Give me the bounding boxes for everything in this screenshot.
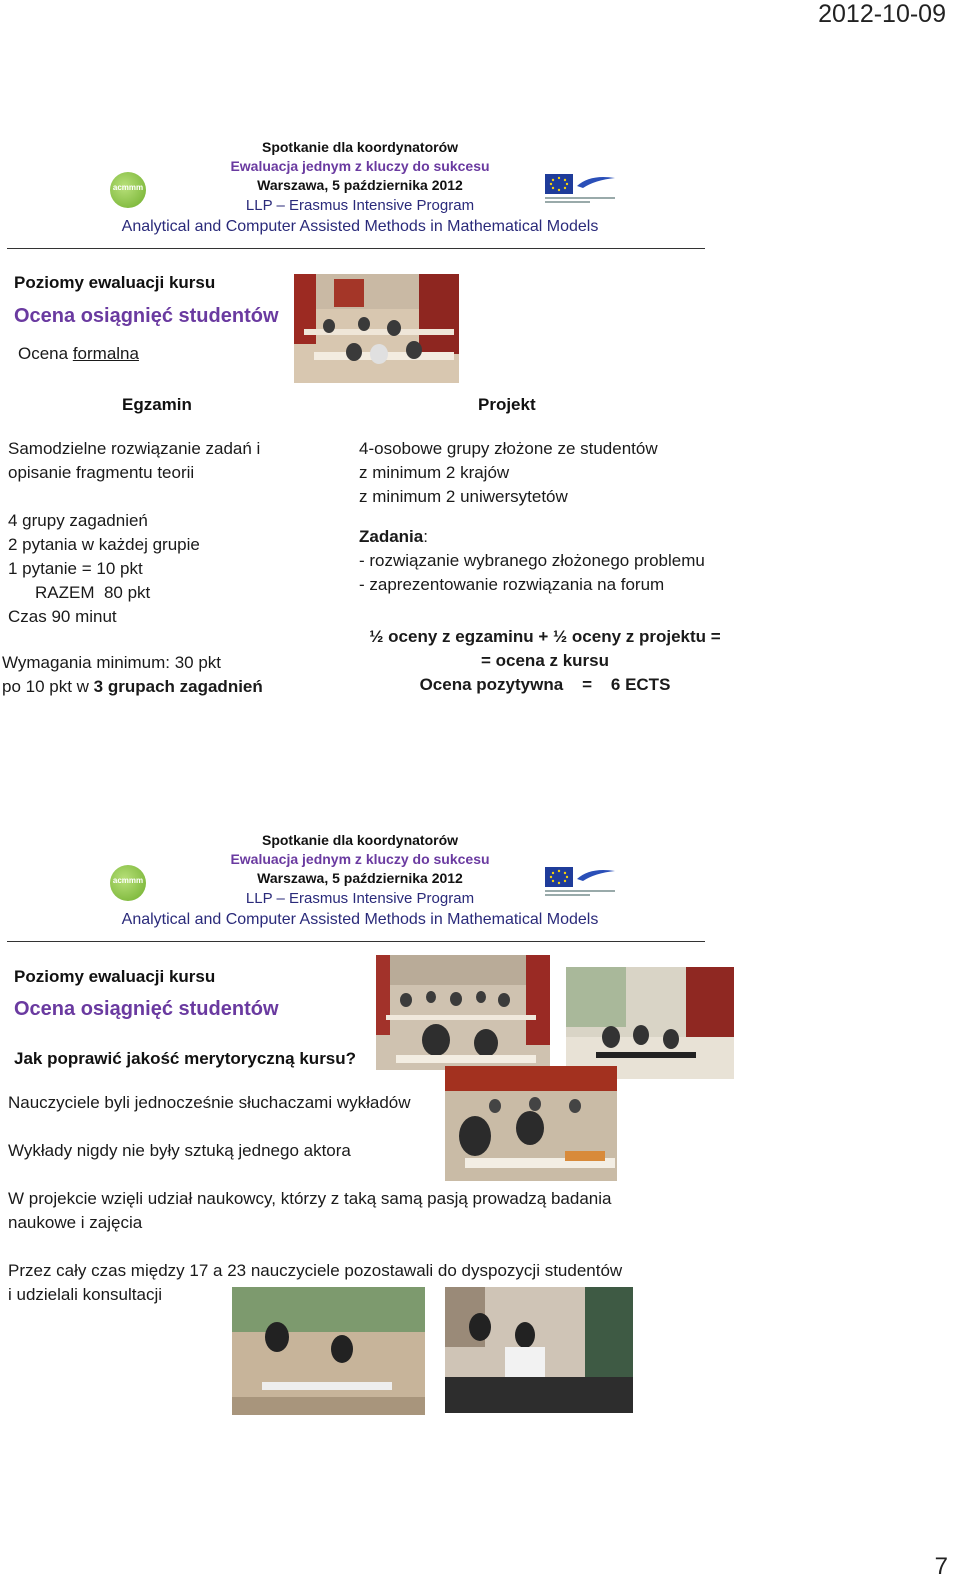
slide-title: Poziomy ewaluacji kursu: [14, 273, 216, 292]
header-program: LLP – Erasmus Intensive Program: [245, 890, 475, 907]
formula-line: ½ oceny z egzaminu + ½ oceny z projektu =: [369, 627, 721, 646]
classroom-exam-photo: [294, 274, 459, 383]
slide-header: [0, 138, 720, 238]
egzamin-line: Czas 90 minut: [8, 607, 117, 626]
egzamin-line: 1 pytanie = 10 pkt: [8, 559, 143, 578]
page-number: 7: [934, 1553, 948, 1580]
zadania-label: [359, 525, 705, 549]
presentation-room-photo: [566, 967, 734, 1079]
projekt-line: z minimum 2 uniwersytetów: [359, 487, 568, 506]
projekt-line: 4-osobowe grupy złożone ze studentów: [359, 439, 658, 458]
slide-title: Poziomy ewaluacji kursu: [14, 967, 216, 986]
egzamin-line: opisanie fragmentu teorii: [8, 463, 195, 482]
point-item: i udzielali konsultacji: [8, 1285, 163, 1304]
slide-subtitle: Ocena osiągnięć studentów: [14, 305, 279, 327]
point-item: Wykłady nigdy nie były sztuką jednego aktora: [8, 1141, 351, 1160]
zadania-item: - rozwiązanie wybranego złożonego problemu: [359, 551, 705, 570]
header-evaluation: Ewaluacja jednym z kluczy do sukcesu: [230, 158, 490, 174]
egzamin-content: [8, 437, 260, 629]
point-item: Nauczyciele byli jednocześnie słuchaczami wykładów: [8, 1093, 411, 1112]
header-divider: [7, 941, 705, 942]
egzamin-heading: Egzamin: [122, 395, 192, 414]
header-divider: [7, 248, 705, 249]
requirements-line: Wymagania minimum: 30 pkt: [2, 653, 222, 672]
zadania-item: - zaprezentowanie rozwiązania na forum: [359, 575, 665, 594]
zadania-bold: Zadania: [359, 527, 424, 546]
header-meeting: Spotkanie dla koordynatorów: [261, 139, 459, 155]
egzamin-line: 4 grupy zagadnień: [8, 511, 148, 530]
slide-header: [0, 831, 720, 931]
ocena-prefix: Ocena: [18, 344, 73, 363]
students-table-photo: [445, 1066, 617, 1181]
header-meeting: Spotkanie dla koordynatorów: [261, 832, 459, 848]
projekt-content: [359, 437, 705, 597]
lounge-discussion-photo: [445, 1287, 633, 1413]
egzamin-line: 2 pytania w każdej grupie: [8, 535, 200, 554]
logo-text: acmmm: [112, 183, 144, 192]
slide-subtitle: Ocena osiągnięć studentów: [14, 998, 279, 1020]
ocena-underlined: formalna: [72, 344, 139, 363]
egzamin-total: RAZEM 80 pkt: [35, 583, 151, 602]
header-evaluation: Ewaluacja jednym z kluczy do sukcesu: [230, 851, 490, 867]
header-course-name: Analytical and Computer Assisted Methods in Mathematical Models: [121, 911, 599, 928]
terrace-consultation-photo: [232, 1287, 425, 1415]
logo-text: acmmm: [112, 876, 144, 885]
projekt-heading: Projekt: [478, 395, 536, 414]
point-item: Przez cały czas między 17 a 23 nauczyciele pozostawali do dyspozycji studentów: [8, 1261, 623, 1280]
header-date-place: Warszawa, 5 października 2012: [257, 870, 463, 886]
ocena-formalna: [18, 342, 139, 366]
acmmm-logo: [110, 865, 146, 901]
lecture-hall-photo: [376, 955, 550, 1070]
point-item: W projekcie wzięli udział naukowcy, którzy z taką samą pasją prowadzą badania: [8, 1189, 612, 1208]
point-item: naukowe i zajęcia: [8, 1213, 143, 1232]
slide2-points: [8, 1091, 622, 1307]
grading-formula: [350, 625, 740, 697]
page-date: 2012-10-09: [818, 0, 946, 28]
egzamin-requirements: [2, 651, 263, 699]
header-date-place: Warszawa, 5 października 2012: [257, 177, 463, 193]
egzamin-line: Samodzielne rozwiązanie zadań i: [8, 439, 261, 458]
quality-question: Jak poprawić jakość merytoryczną kursu?: [14, 1049, 357, 1068]
requirements-prefix: po 10 pkt w: [2, 677, 94, 696]
requirements-bold: 3 grupach zagadnień: [93, 677, 263, 696]
zadania-colon: :: [423, 527, 428, 546]
slide-1: [0, 0, 720, 740]
requirements-line: [2, 675, 263, 699]
header-course-name: Analytical and Computer Assisted Methods in Mathematical Models: [121, 218, 599, 235]
projekt-line: z minimum 2 krajów: [359, 463, 510, 482]
formula-line: = ocena z kursu: [480, 651, 610, 670]
eu-erasmus-logo: [545, 865, 617, 899]
header-program: LLP – Erasmus Intensive Program: [245, 197, 475, 214]
formula-line: Ocena pozytywna = 6 ECTS: [419, 675, 671, 694]
